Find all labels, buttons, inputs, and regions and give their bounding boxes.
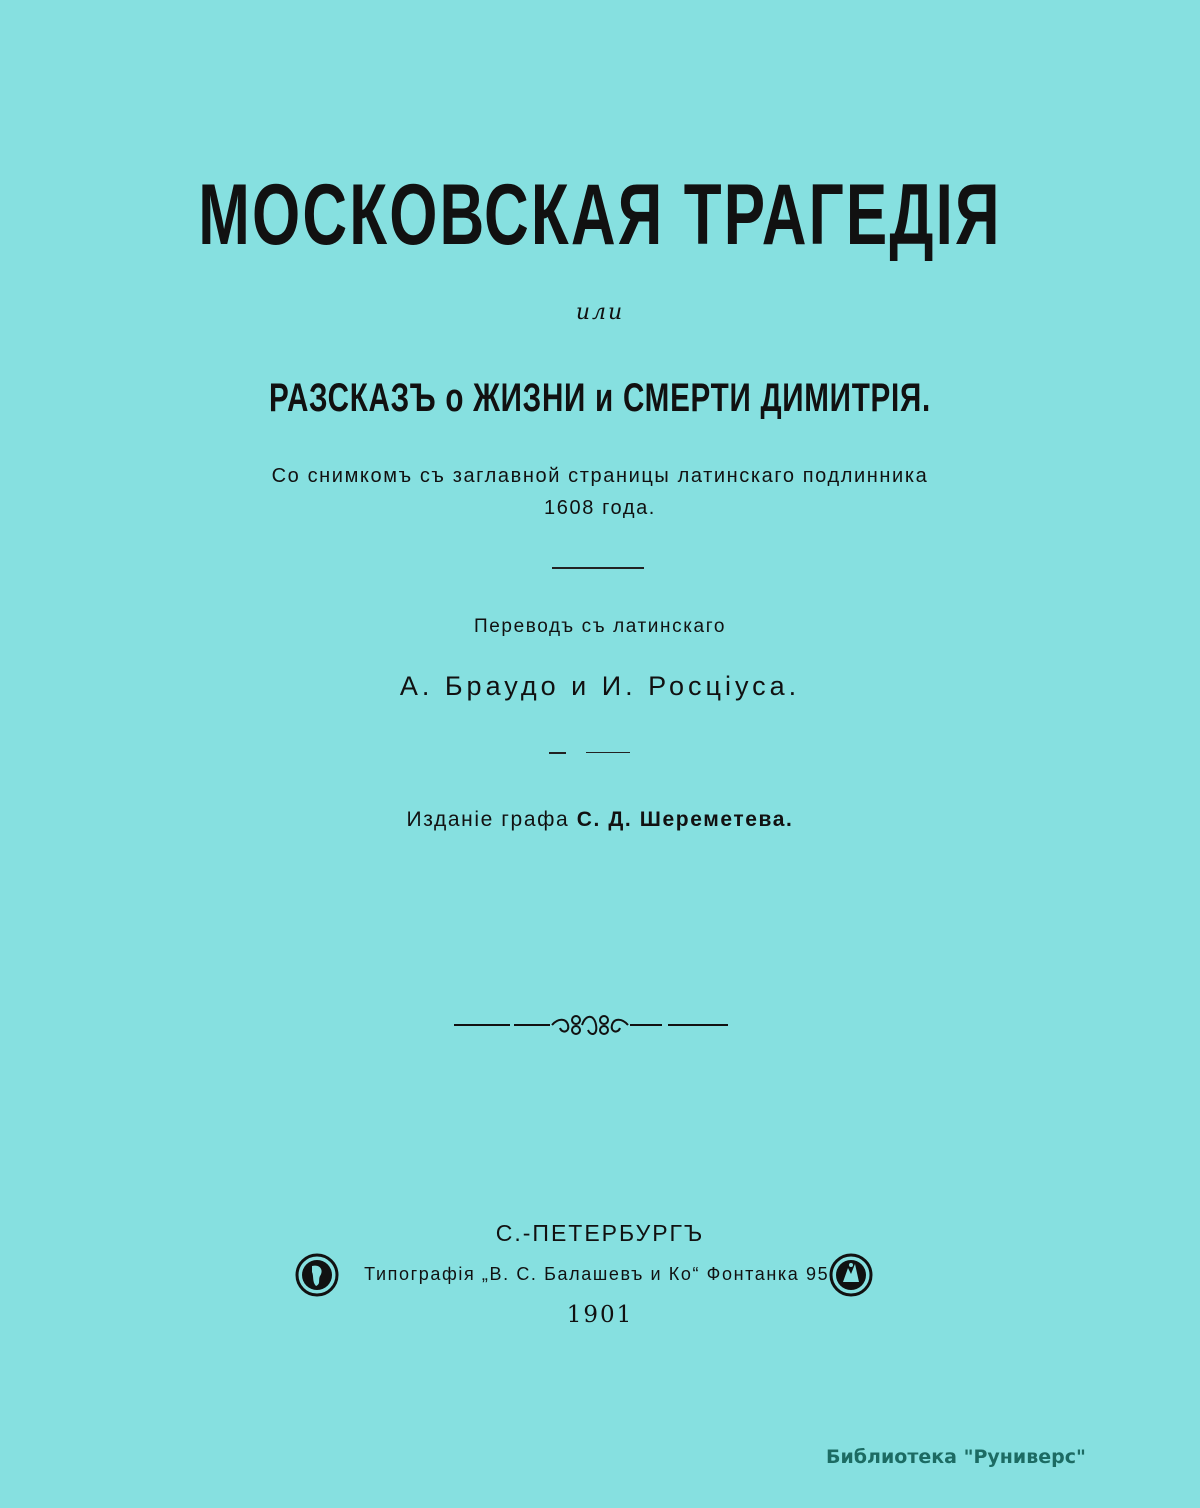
- short-divider-right: [586, 752, 630, 753]
- title-conjunction: или: [575, 300, 625, 325]
- printer-name: Типографія „В. С. Балашевъ и Ко“ Фонтанка 95.: [364, 1264, 836, 1284]
- divider-rule: [552, 567, 644, 569]
- library-watermark: Библиотека "Руниверс": [826, 1446, 1086, 1468]
- edition-prefix: Изданіе графа: [406, 808, 570, 831]
- edition-line: [0, 808, 1200, 832]
- imprint-year: 1901: [566, 1302, 634, 1328]
- book-subtitle: РАЗСКАЗЪ о ЖИЗНИ и СМЕРТИ ДИМИТРІЯ.: [269, 376, 931, 420]
- imprint-city: С.-ПЕТЕРБУРГЪ: [495, 1220, 705, 1246]
- short-divider-left: [549, 752, 566, 754]
- edition-publisher: С. Д. Шереметева.: [576, 808, 794, 831]
- printer-row: [0, 1252, 1200, 1300]
- description-line-1: Со снимкомъ съ заглавной страницы латинскаго подлинника: [271, 465, 929, 487]
- description-line-2: 1608 года.: [544, 497, 656, 519]
- ornament-divider: [450, 1008, 730, 1042]
- printer-emblem-right-icon: [828, 1252, 874, 1298]
- book-title: МОСКОВСКАЯ ТРАГЕДІЯ: [198, 167, 1002, 263]
- book-description: [0, 460, 1200, 524]
- translation-note: Переводъ съ латинскаго: [474, 616, 726, 637]
- translators: А. Браудо и И. Росціуса.: [399, 671, 801, 701]
